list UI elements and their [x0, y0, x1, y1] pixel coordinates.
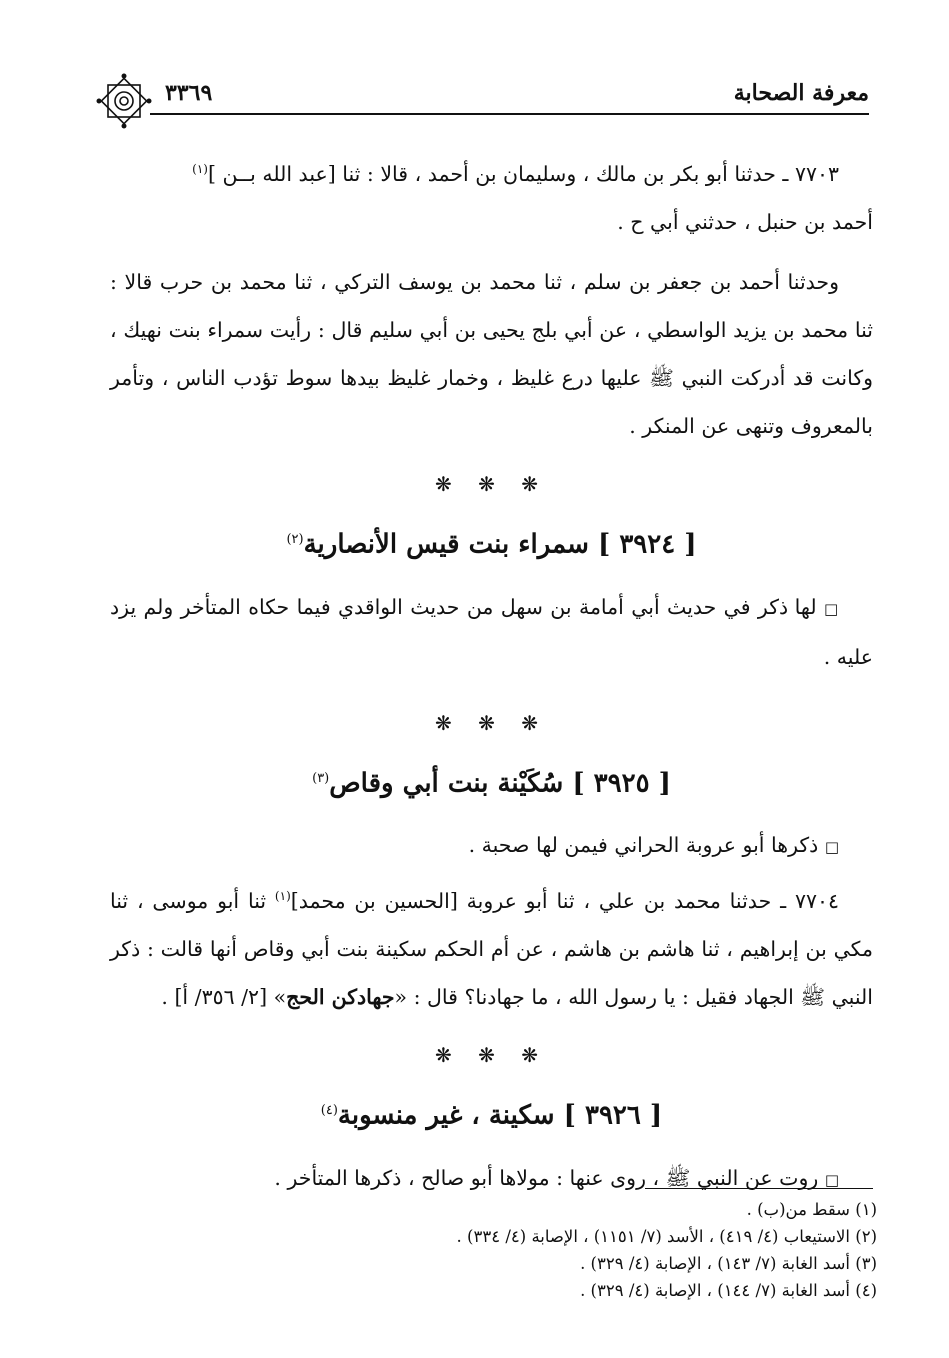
hadith-7703-line2: أحمد بن حنبل ، حدثني أبي ح . [617, 210, 873, 234]
entry-3926-body: روت عن النبي ﷺ ، روى عنها : مولاها أبو صالح ، ذكرها المتأخر . [274, 1165, 819, 1190]
footnote-item: (٤) أسد الغابة (٧/ ١٤٤) ، الإصابة (٤/ ٣٢٩) . [580, 1281, 877, 1300]
entry-heading-3925 [110, 755, 873, 808]
hadith-7704-part2: ثنا أبو موسى ، ثنا مكي بن إبراهيم ، ثنا هاشم بن هاشم ، عن أم الحكم سكينة بنت أبي وقاص أنها قالت : ذكر النبي ﷺ الجهاد فقيل : يا رسول الله ، ما جهادنا؟ قال : « [110, 889, 873, 1010]
footnotes [300, 1196, 877, 1304]
section-separator: ❋ ❋ ❋ [435, 710, 548, 735]
hadith-7703 [110, 150, 873, 246]
footnote-item: (٢) الاستيعاب (٤/ ٤١٩) ، الأسد (٧/ ١١٥١) ، الإصابة (٤/ ٣٣٤) . [456, 1227, 877, 1246]
hadith-7704-quote: جهادكن الحج [286, 985, 395, 1010]
entry-3924-body: لها ذكر في حديث أبي أمامة بن سهل من حديث الواقدي فيما حكاه المتأخر ولم يزد عليه . [110, 594, 873, 669]
hadith-7704-part3: » [٢/ ٣٥٦/ أ] . [161, 985, 287, 1010]
hadith-7704 [110, 877, 873, 1021]
hadith-7704-part1: ٧٧٠٤ ـ حدثنا محمد بن علي ، ثنا أبو عروبة [الحسين بن محمد] [290, 889, 839, 914]
square-bullet-icon: □ [823, 599, 839, 618]
main-text [110, 150, 873, 1204]
entry-heading-3926-text: [ ٣٩٢٦ ] سكينة ، غير منسوبة [337, 1100, 663, 1131]
star-ornament-icon [95, 72, 153, 130]
footnote-marker: (١) [192, 162, 208, 177]
page-number: ٣٣٦٩ [165, 80, 213, 106]
entry-heading-3924 [110, 516, 873, 569]
hadith-7703-continuation: وحدثنا أحمد بن جعفر بن سلم ، ثنا محمد بن يوسف التركي ، ثنا محمد بن حرب قالا : ثنا محمد بن يزيد الواسطي ، عن أبي بلج يحيى بن أبي سليم قال : رأيت سمراء بنت نهيك ، وكانت قد أدركت النبي ﷺ عليها درع غليظ ، وخمار غليظ بيدها سوط تؤدب الناس ، وتأمر بالمعروف وتنهى عن المنكر . [110, 270, 873, 438]
entry-3924-text [110, 583, 873, 681]
footnote-marker: (٢) [286, 532, 304, 547]
hadith-7703-line1: ٧٧٠٣ ـ حدثنا أبو بكر بن مالك ، وسليمان بن أحمد ، قالا : ثنا [عبد الله بــن ] [207, 162, 839, 186]
section-separator: ❋ ❋ ❋ [435, 472, 548, 496]
section-separator: ❋ ❋ ❋ [435, 1043, 548, 1068]
entry-3925-body: ذكرها أبو عروبة الحراني فيمن لها صحبة . [468, 833, 819, 858]
footnote-item: (١) سقط من(ب) . [746, 1200, 877, 1219]
footnote-rule [645, 1188, 873, 1189]
footnote-marker: (٣) [312, 770, 330, 786]
entry-heading-3925-text: [ ٣٩٢٥ ] سُكَيْنة بنت أبي وقاص [329, 768, 671, 799]
header-rule [150, 113, 869, 115]
entry-3925-text [110, 821, 873, 871]
footnote-marker: (٤) [320, 1103, 338, 1119]
square-bullet-icon: □ [824, 838, 839, 857]
entry-heading-3924-text: [ ٣٩٢٤ ] سمراء بنت قيس الأنصارية [303, 529, 697, 560]
footnote-item: (٣) أسد الغابة (٧/ ١٤٣) ، الإصابة (٤/ ٣٢٩) . [580, 1254, 877, 1273]
book-title: معرفة الصحابة [733, 80, 869, 106]
entry-heading-3926 [110, 1087, 873, 1140]
square-bullet-icon: □ [824, 1170, 839, 1189]
footnote-marker: (١) [274, 889, 291, 904]
